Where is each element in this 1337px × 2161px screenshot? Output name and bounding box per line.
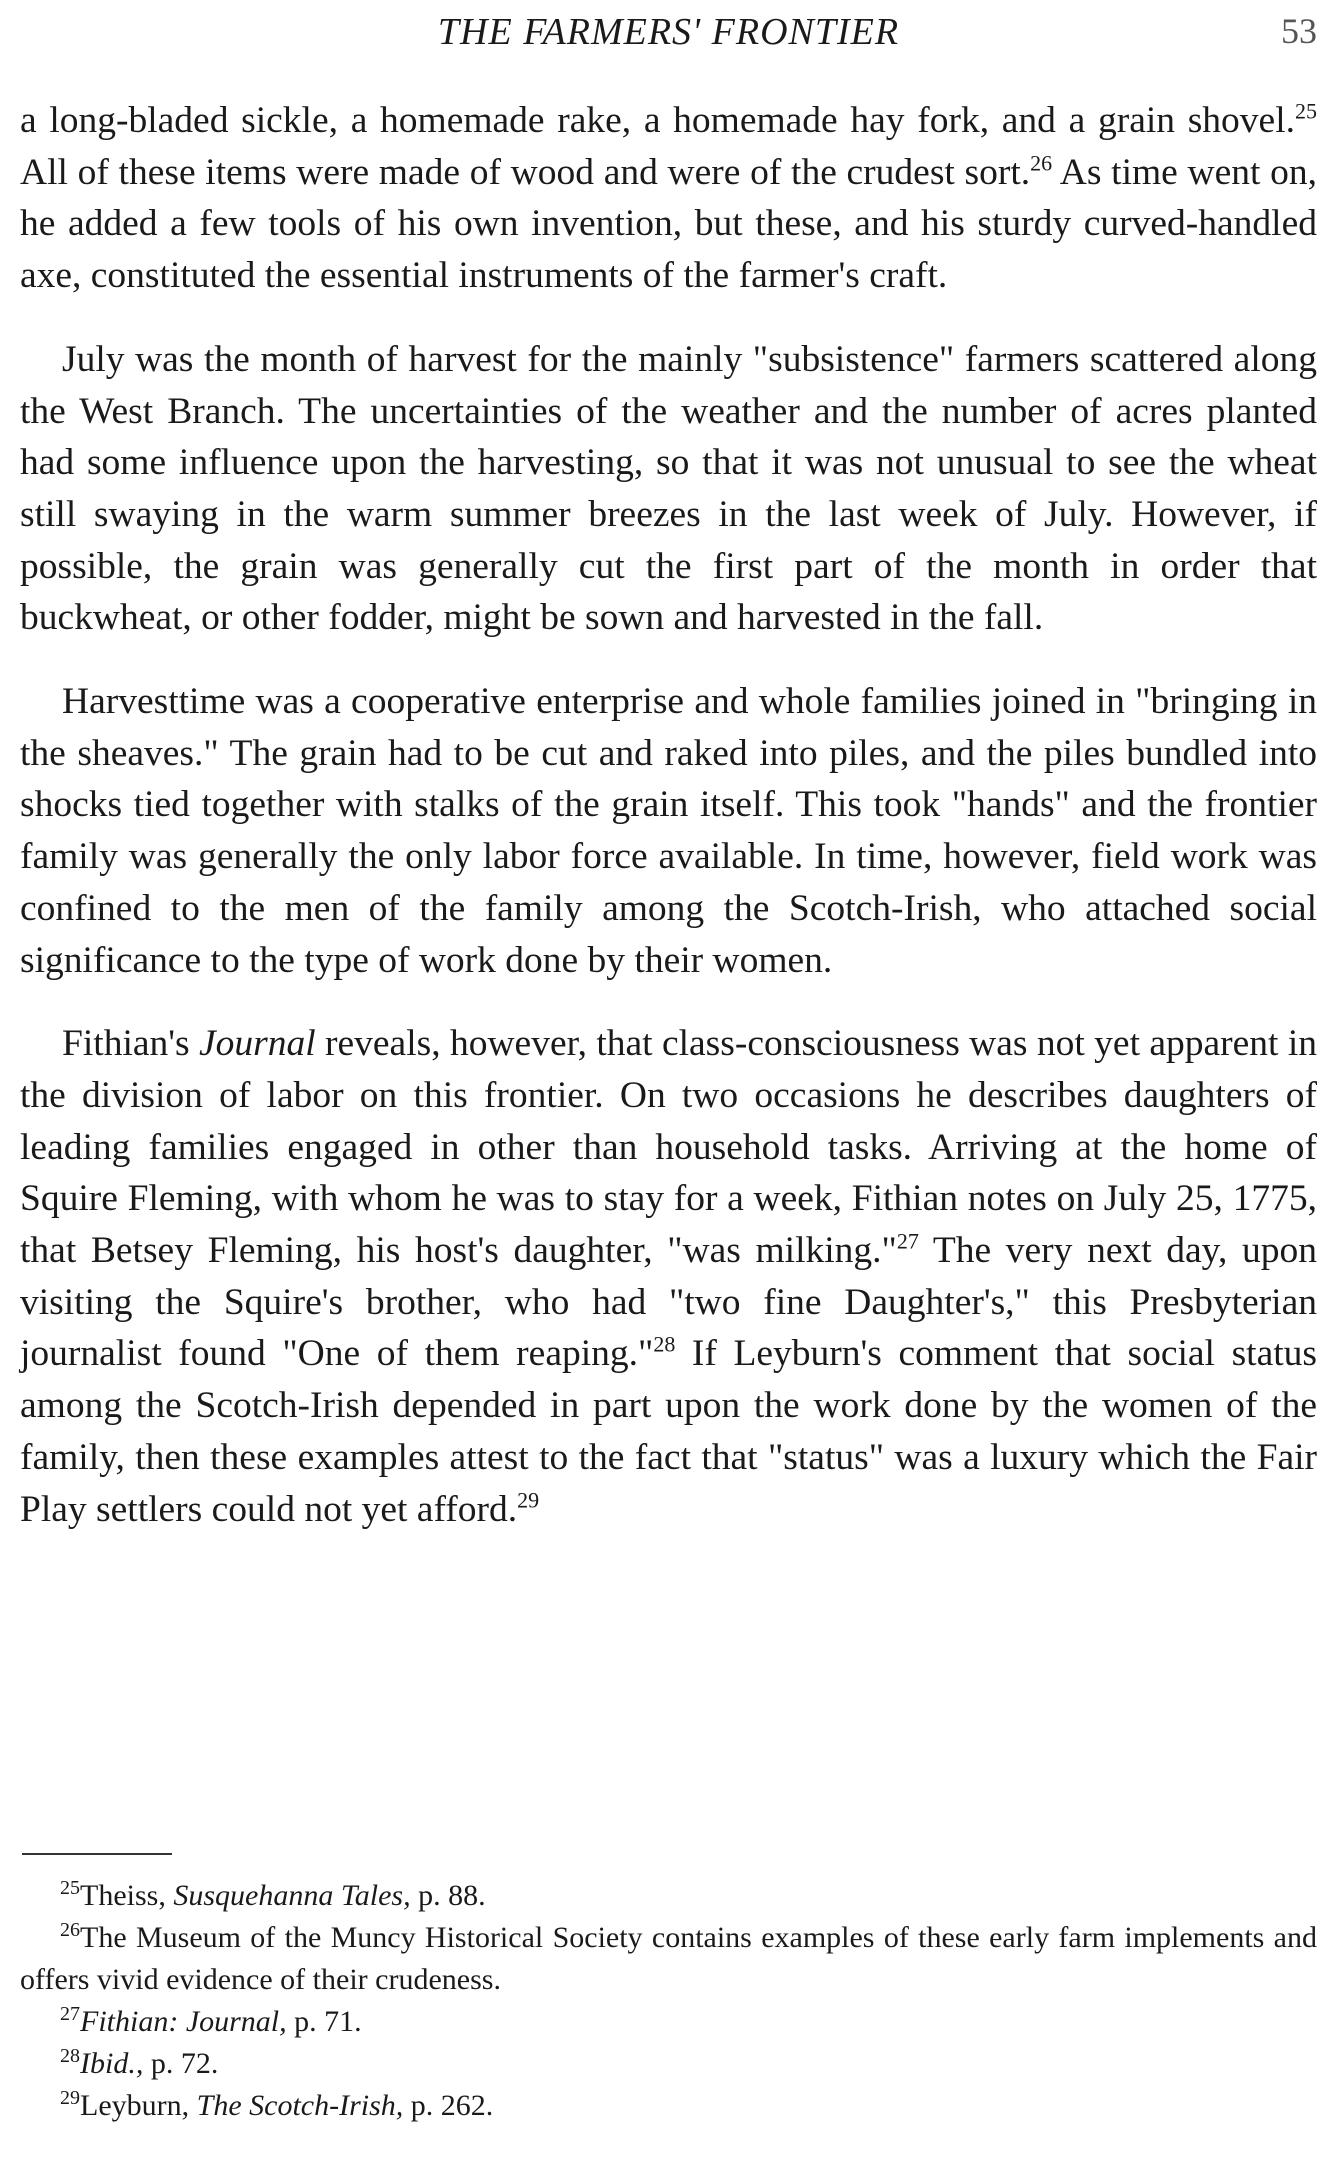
footnote-number: 25 [60,1877,80,1899]
paragraph-1-text-a: a long-bladed sickle, a homemade rake, a homemade hay fork, and a grain shovel. [20,100,1295,141]
footnote-26 [20,1917,1317,2001]
paragraph-1-text-b: All of these items were made of wood and were of the crudest sort. [20,151,1031,193]
footnote-number: 28 [60,2045,80,2067]
footnote-25 [20,1875,1317,1917]
footnote-ref-28: 28 [653,1331,676,1357]
footnote-ref-25: 25 [1295,98,1317,124]
footnote-text: p. 88. [410,1879,486,1912]
footnote-text: Theiss, [80,1879,174,1912]
page-header [20,10,1317,60]
paragraph-1-text-c: As time went on, he added a few tools of his own invention, but these, and his sturdy curved-handled axe, constituted the essential instruments of the farmer's craft. [20,151,1317,297]
page-number: 53 [1281,11,1317,51]
footnote-ref-27: 27 [896,1228,919,1254]
footnote-27 [20,2001,1317,2043]
paragraph-3: Harvesttime was a cooperative enterprise and whole families joined in "bringing in the sheaves." The grain had to be cut and raked into piles, and the piles bundled into shocks tied together with stalks of the grain itself. This took "hands" and the frontier family was generally the only labor force available. In time, however, field work was confined to the men of the family among the Scotch-Irish, who attached social significance to the type of work done by their women. [20,681,1317,981]
footnote-number: 26 [60,1919,80,1941]
footnote-text: p. 262. [403,2089,494,2122]
footnote-ref-29: 29 [517,1487,540,1513]
footnote-number: 29 [60,2087,80,2109]
footnote-italic: Ibid., [80,2047,144,2080]
running-title: THE FARMERS' FRONTIER [437,11,900,53]
footnote-text: Leyburn, [80,2089,197,2122]
paragraph-4-text-c: The very next day, upon visiting the Squire's brother, who had "two fine Daughter's," this Presbyterian journalist found "One of them reaping." [20,1230,1317,1375]
footnotes [20,1875,1317,2127]
footnote-italic: Fithian: Journal, [80,2005,287,2038]
footnote-divider [22,1853,172,1855]
footnote-28 [20,2043,1317,2085]
footnote-italic: Susquehanna Tales, [173,1879,411,1912]
footnote-number: 27 [60,2003,80,2025]
footnote-ref-26: 26 [1030,150,1053,176]
paragraph-4-text-d: If Leyburn's comment that social status among the Scotch-Irish depended in part upon the work done by the women of the family, then these examples attest to the fact that "status" was a luxury which the Fair Play settlers could not yet afford. [20,1333,1317,1530]
journal-title: Journal [198,1023,316,1065]
footnote-italic: The Scotch-Irish, [196,2089,404,2122]
footnote-text: p. 71. [286,2005,362,2038]
paragraph-4-text-b: reveals, however, that class-consciousness was not yet apparent in the division of labor on this frontier. On two occasions he describes daughters of leading families engaged in other than household tasks. Arriving at the home of Squire Fleming, with whom he was to stay for a week, Fithian notes on July 25, 1775, that Betsey Fleming, his host's daughter, "was milking." [20,1023,1317,1272]
footnote-text: p. 72. [143,2047,219,2080]
paragraph-4-text-a: Fithian's [62,1023,199,1065]
footnote-29 [20,2085,1317,2127]
paragraph-1 [20,95,1317,302]
body-text [20,95,1317,1567]
footnote-text: The Museum of the Muncy Historical Society contains examples of these early farm implements and offers vivid evidence of their crudeness. [20,1921,1317,1996]
paragraph-4 [20,1018,1317,1535]
paragraph-2: July was the month of harvest for the mainly "subsistence" farmers scattered along the West Branch. The uncertainties of the weather and the number of acres planted had some influence upon the harvesting, so that it was not unusual to see the wheat still swaying in the warm summer breezes in the last week of July. However, if possible, the grain was generally cut the first part of the month in order that buckwheat, or other fodder, might be sown and harvested in the fall. [20,338,1317,639]
